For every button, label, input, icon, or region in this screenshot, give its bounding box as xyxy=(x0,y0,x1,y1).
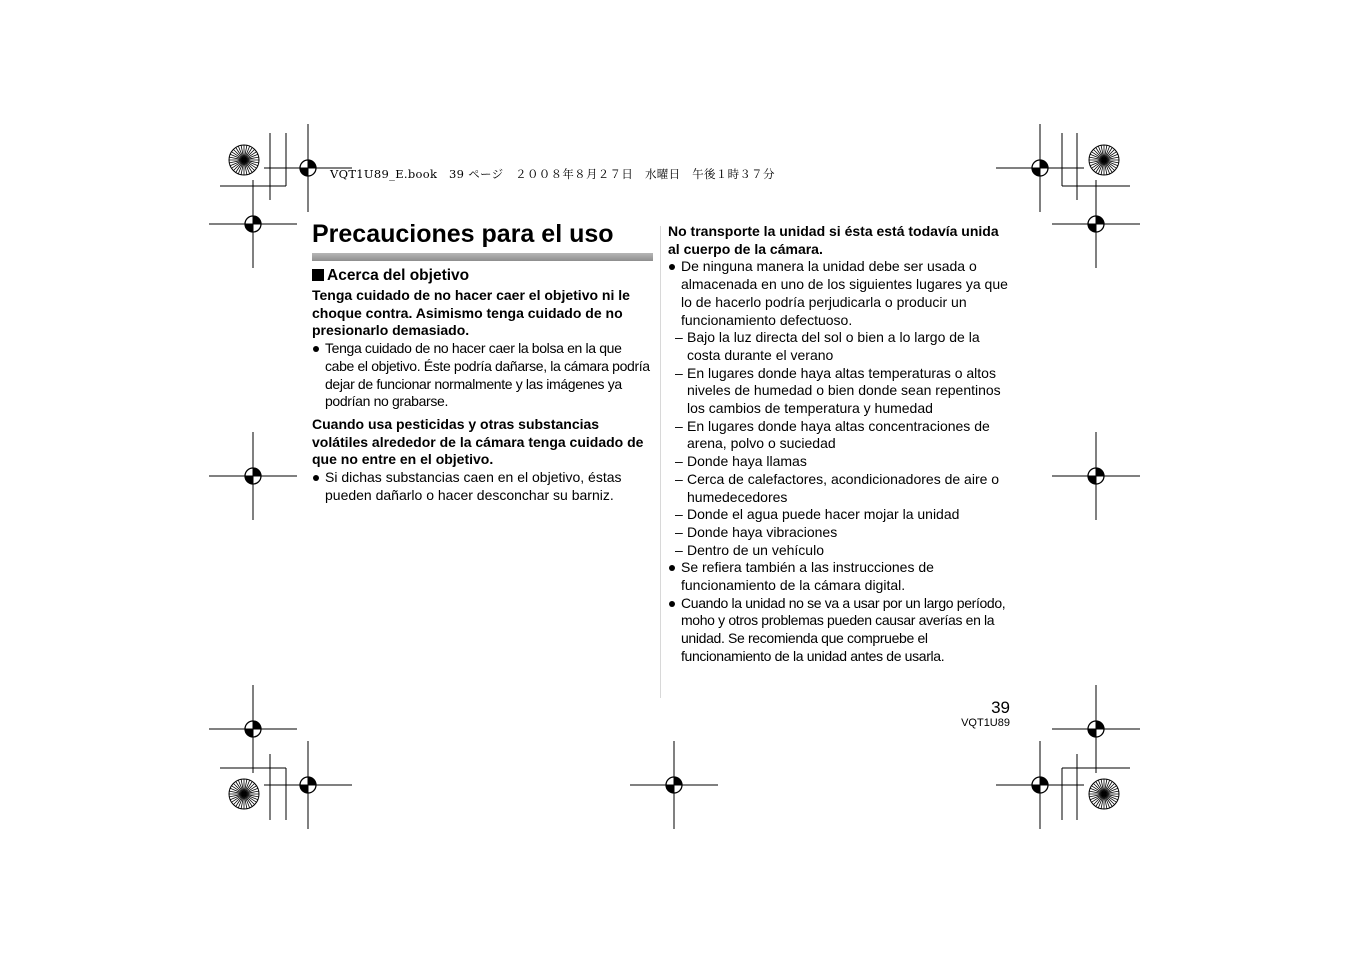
list-item: Si dichas substancias caen en el objetivo, éstas pueden dañarlo o hacer desconchar su barniz. xyxy=(312,469,654,504)
model-code: VQT1U89 xyxy=(961,717,1010,729)
page-number: 39 xyxy=(991,698,1010,717)
section-heading xyxy=(312,266,654,285)
list-item: Cuando la unidad no se va a usar por un largo período, moho y otros problemas pueden causar averías en la unidad. Se recomienda que compruebe el funcionamiento de la unidad antes de usarla. xyxy=(668,595,1010,666)
file-header: VQT1U89_E.book 39 ページ ２００８年８月２７日 水曜日 午後１時３７分 xyxy=(330,167,775,181)
list-item: – Cerca de calefactores, acondicionadores de aire o humedecedores xyxy=(674,471,1010,506)
list-item: – En lugares donde haya altas concentraciones de arena, polvo o suciedad xyxy=(674,418,1010,453)
transport-warning-bold: No transporte la unidad si ésta está todavía unida al cuerpo de la cámara. xyxy=(668,223,999,257)
list-item: – En lugares donde haya altas temperaturas o altos niveles de humedad o bien donde sean repentinos los cambios de temperatura y humedad xyxy=(674,365,1010,418)
list-item: Tenga cuidado de no hacer caer la bolsa en la que cabe el objetivo. Éste podría dañarse, la cámara podría dejar de funcionar normalmente y las imágenes ya podrían no grabarse. xyxy=(312,340,654,411)
list-item: – Donde el agua puede hacer mojar la unidad xyxy=(674,506,1010,524)
section-heading-text: Acerca del objetivo xyxy=(327,267,470,284)
list-item xyxy=(668,258,1010,559)
list-item: Se refiera también a las instrucciones de funcionamiento de la cámara digital. xyxy=(668,559,1010,594)
list-item: – Donde haya vibraciones xyxy=(674,524,1010,542)
pesticide-warning-bold: Cuando usa pesticidas y otras substancias volátiles alrededor de la cámara tenga cuidado de que no entre en el objetivo. xyxy=(312,415,644,468)
bullet-main-text: De ninguna manera la unidad debe ser usada o almacenada en uno de los siguientes lugares ya que lo de hacerlo podría perjudicarla o producir un funcionamiento defectuoso. xyxy=(681,258,1008,328)
storage-bullet-list xyxy=(668,258,1010,665)
lens-bullet-list xyxy=(312,340,654,411)
list-item: – Bajo la luz directa del sol o bien a lo largo de la costa durante el verano xyxy=(674,329,1010,364)
column-divider xyxy=(660,226,661,698)
left-column xyxy=(312,266,654,504)
lens-warning-bold: Tenga cuidado de no hacer caer el objetivo ni le choque contra. Asimismo tenga cuidado de no presionarlo demasiado. xyxy=(312,287,630,339)
title-underline-bar xyxy=(312,253,653,261)
right-column xyxy=(668,223,1010,666)
page-title: Precauciones para el uso xyxy=(312,220,614,248)
list-item: – Donde haya llamas xyxy=(674,453,1010,471)
black-square-icon xyxy=(312,269,324,281)
places-dash-list xyxy=(668,329,1010,559)
pesticide-bullet-list xyxy=(312,469,654,504)
list-item: – Dentro de un vehículo xyxy=(674,542,1010,560)
